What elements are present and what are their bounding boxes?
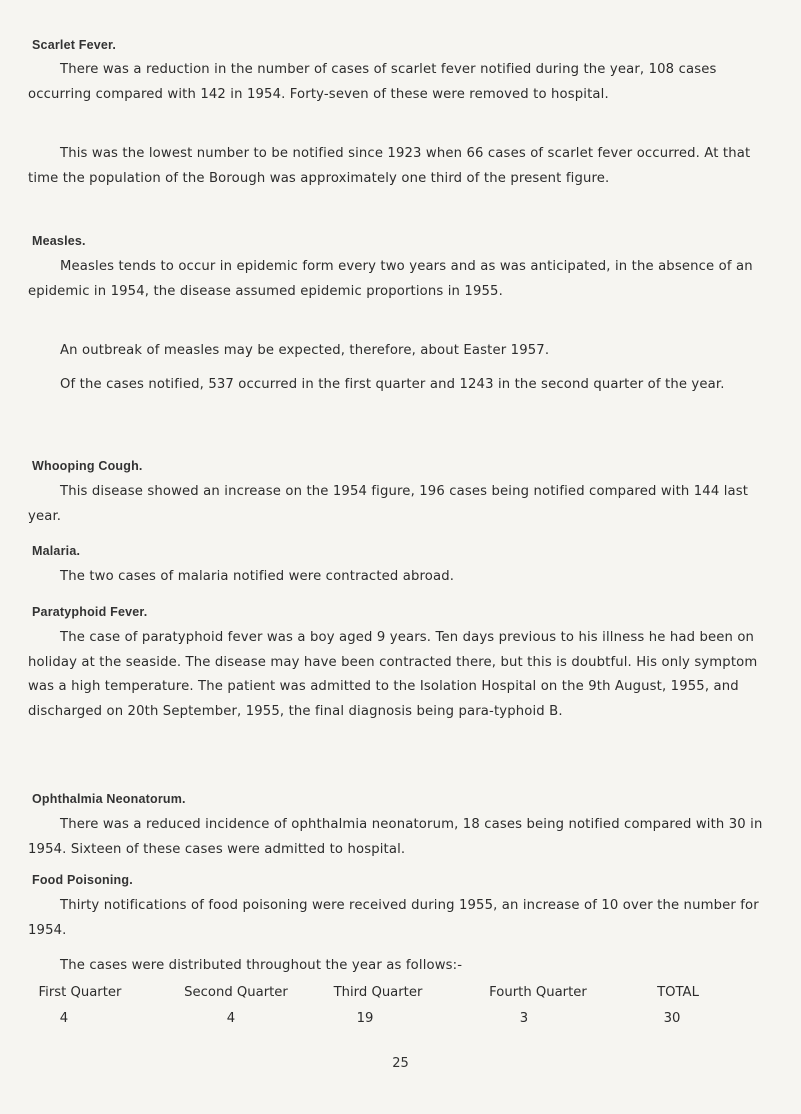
heading-malaria: Malaria.: [32, 544, 81, 558]
page-number: 25: [392, 1056, 409, 1071]
heading-food-poisoning: Food Poisoning.: [32, 873, 133, 887]
paragraph-food-1: Thirty notifications of food poisoning were received during 1955, an increase of 10 over the number for 1954.: [28, 898, 759, 938]
paragraph-food-2: The cases were distributed throughout the year as follows:-: [60, 958, 463, 973]
heading-scarlet-fever: Scarlet Fever.: [32, 38, 117, 52]
table-value-fourth-quarter: 3: [519, 1011, 529, 1026]
table-value-first-quarter: 4: [59, 1011, 69, 1026]
table-value-third-quarter: 19: [356, 1011, 374, 1026]
paragraph-paratyphoid-1: The case of paratyphoid fever was a boy aged 9 years. Ten days previous to his illness he had been on holiday at the seaside. The disease may have been contracted there, but this is doubtful. His only symptom was a high temperature. The patient was admitted to the Isolation Hospital on the 9th August, 1955, and discharged on 20th September, 1955, the final diagnosis being para-typhoid B.: [28, 630, 758, 719]
paragraph-malaria-1: The two cases of malaria notified were contracted abroad.: [60, 569, 455, 584]
table-header-total: TOTAL: [657, 985, 699, 1000]
paragraph-measles-2: An outbreak of measles may be expected, therefore, about Easter 1957.: [60, 343, 550, 358]
paragraph-whooping-1: This disease showed an increase on the 1954 figure, 196 cases being notified compared with 144 last year.: [28, 484, 749, 524]
paragraph-ophthalmia-1: There was a reduced incidence of ophthalmia neonatorum, 18 cases being notified compared with 30 in 1954. Sixteen of these cases were admitted to hospital.: [28, 817, 763, 857]
table-header-second-quarter: Second Quarter: [184, 985, 288, 1000]
heading-paratyphoid-fever: Paratyphoid Fever.: [32, 605, 148, 619]
table-value-second-quarter: 4: [226, 1011, 236, 1026]
heading-whooping-cough: Whooping Cough.: [32, 459, 143, 473]
paragraph-scarlet-2: This was the lowest number to be notified since 1923 when 66 cases of scarlet fever occurred. At that time the population of the Borough was approximately one third of the present figure.: [28, 146, 751, 186]
table-header-first-quarter: First Quarter: [38, 985, 122, 1000]
paragraph-scarlet-1: There was a reduction in the number of cases of scarlet fever notified during the year, 108 cases occurring compared with 142 in 1954. Forty-seven of these were removed to hospital.: [28, 62, 717, 102]
table-header-fourth-quarter: Fourth Quarter: [489, 985, 587, 1000]
heading-ophthalmia-neonatorum: Ophthalmia Neonatorum.: [32, 792, 186, 806]
paragraph-measles-1: Measles tends to occur in epidemic form every two years and as was anticipated, in the absence of an epidemic in 1954, the disease assumed epidemic proportions in 1955.: [28, 259, 753, 299]
table-header-third-quarter: Third Quarter: [333, 985, 423, 1000]
table-value-total: 30: [663, 1011, 681, 1026]
paragraph-measles-3: Of the cases notified, 537 occurred in the first quarter and 1243 in the second quarter of the year.: [60, 377, 725, 392]
heading-measles: Measles.: [32, 234, 86, 248]
